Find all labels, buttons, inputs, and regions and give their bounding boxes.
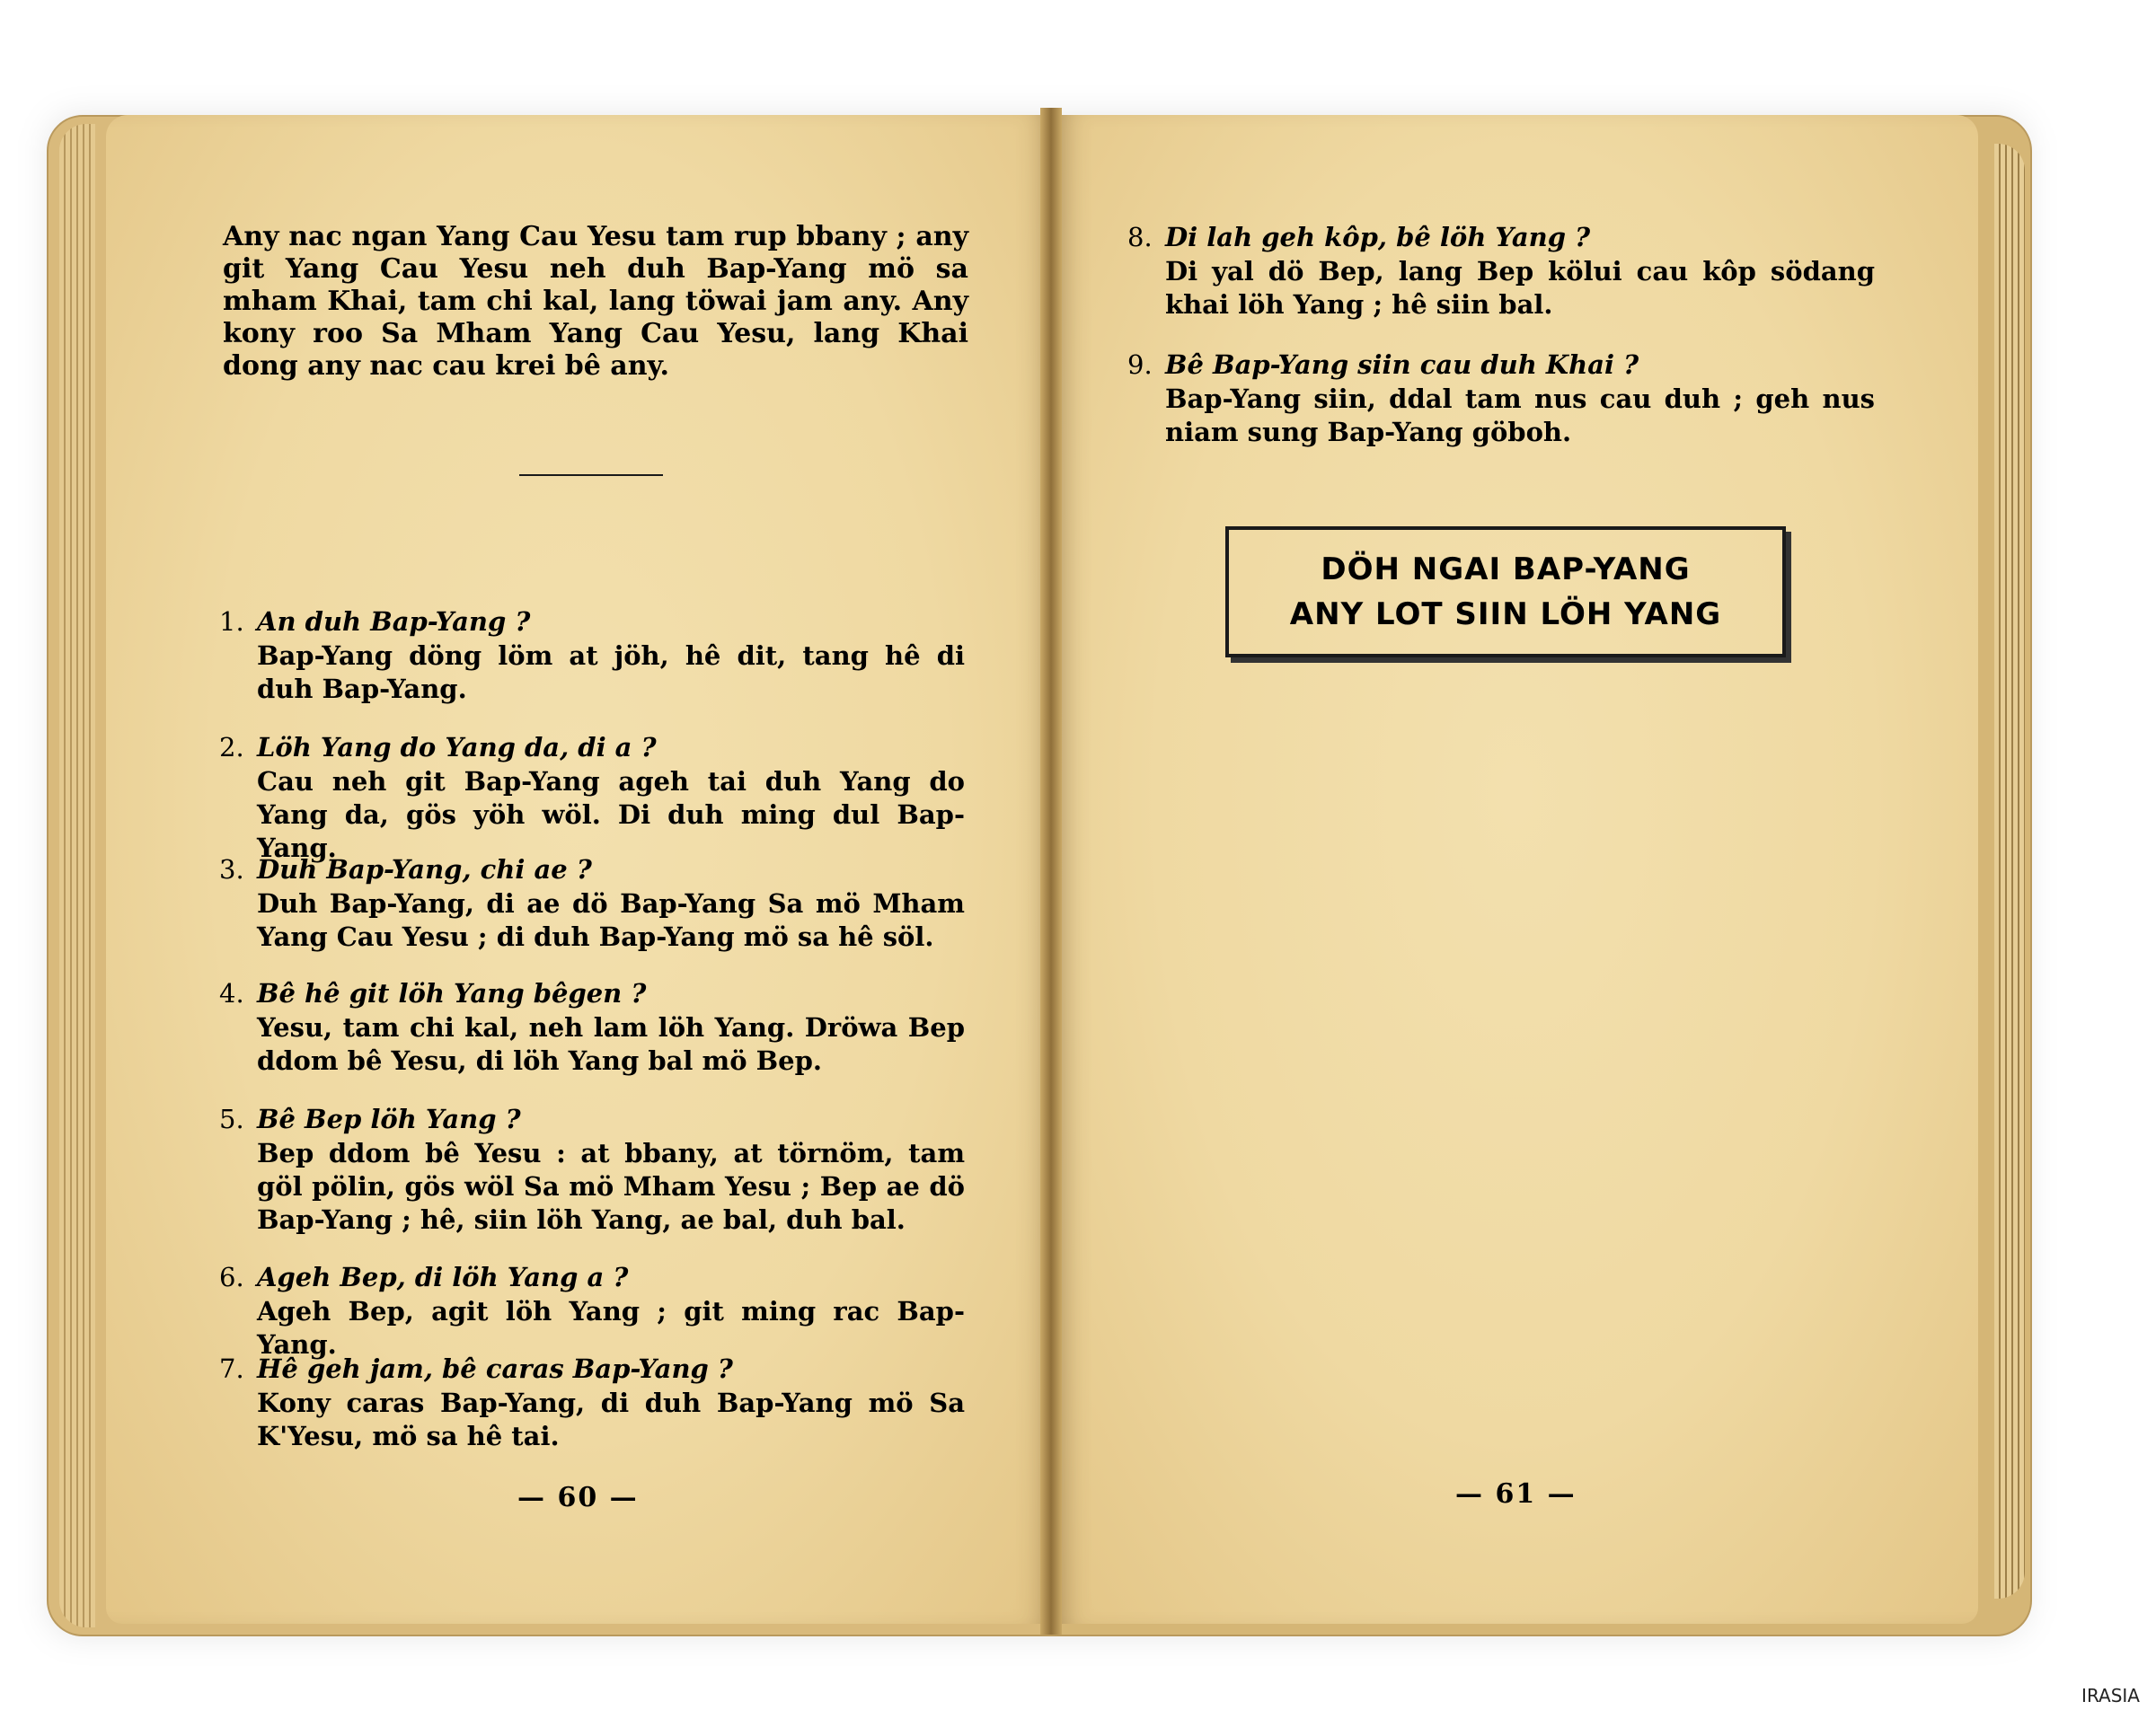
section-heading-line-1: DÖH NGAI BAP-YANG — [1321, 551, 1691, 587]
section-heading-line-2: ANY LOT SIIN LÖH YANG — [1289, 596, 1722, 632]
qa-number: 4. — [219, 978, 244, 1009]
book-gutter — [1040, 108, 1062, 1635]
qa-question: An duh Bap-Yang ? — [257, 606, 531, 637]
qa-number: 6. — [219, 1262, 244, 1292]
qa-question: Duh Bap-Yang, chi ae ? — [257, 854, 592, 885]
qa-question: Di lah geh kôp, bê löh Yang ? — [1165, 222, 1591, 252]
qa-answer: Duh Bap-Yang, di ae dö Bap-Yang Sa mö Mham Yang Cau Yesu ; di duh Bap-Yang mö sa hê söl. — [257, 888, 965, 952]
qa-question: Bê Bep löh Yang ? — [257, 1104, 521, 1134]
qa-item-3 — [219, 851, 965, 954]
qa-item-9 — [1127, 347, 1875, 449]
qa-item-4 — [219, 975, 965, 1078]
qa-question: Ageh Bep, di löh Yang a ? — [257, 1262, 629, 1292]
qa-item-7 — [219, 1351, 965, 1453]
qa-answer: Bap-Yang döng löm at jöh, hê dit, tang hê di duh Bap-Yang. — [257, 640, 965, 704]
page-number-right: — 61 — — [1455, 1478, 1577, 1510]
intro-paragraph: Any nac ngan Yang Cau Yesu tam rup bbany ; any git Yang Cau Yesu neh duh Bap-Yang mö sa mham Khai, tam chi kal, lang töwai jam any. Any kony roo Sa Mham Yang Cau Yesu, lang Khai dong any nac cau krei bê any. — [223, 221, 968, 382]
qa-number: 5. — [219, 1104, 244, 1134]
qa-number: 7. — [219, 1353, 244, 1384]
qa-answer: Cau neh git Bap-Yang ageh tai duh Yang do Yang da, gös yöh wöl. Di duh ming dul Bap-Yang. — [257, 766, 965, 863]
watermark: IRASIA — [2081, 1685, 2140, 1706]
qa-answer: Bep ddom bê Yesu : at bbany, at törnöm, tam göl pölin, gös wöl Sa mö Mham Yesu ; Bep ae dö Bap-Yang ; hê, siin löh Yang, ae bal, duh bal. — [257, 1138, 965, 1235]
qa-answer: Di yal dö Bep, lang Bep kölui cau kôp södang khai löh Yang ; hê siin bal. — [1165, 256, 1875, 320]
qa-question: Löh Yang do Yang da, di a ? — [257, 732, 657, 763]
qa-answer: Kony caras Bap-Yang, di duh Bap-Yang mö Sa K'Yesu, mö sa hê tai. — [257, 1388, 965, 1451]
qa-answer: Bap-Yang siin, ddal tam nus cau duh ; geh nus niam sung Bap-Yang göboh. — [1165, 383, 1875, 447]
qa-question: Bê hê git löh Yang bêgen ? — [257, 978, 647, 1009]
qa-item-1 — [219, 604, 965, 706]
qa-number: 8. — [1127, 222, 1153, 252]
qa-number: 3. — [219, 854, 244, 885]
qa-item-2 — [219, 729, 965, 865]
qa-number: 9. — [1127, 349, 1153, 380]
section-divider — [519, 474, 663, 476]
qa-number: 1. — [219, 606, 244, 637]
qa-question: Bê Bap-Yang siin cau duh Khai ? — [1165, 349, 1639, 380]
qa-item-8 — [1127, 219, 1875, 322]
qa-question: Hê geh jam, bê caras Bap-Yang ? — [257, 1353, 733, 1384]
qa-answer: Ageh Bep, agit löh Yang ; git ming rac Bap-Yang. — [257, 1296, 965, 1360]
qa-number: 2. — [219, 732, 244, 763]
section-heading-box — [1225, 526, 1786, 657]
qa-answer: Yesu, tam chi kal, neh lam löh Yang. Dröwa Bep ddom bê Yesu, di löh Yang bal mö Bep. — [257, 1012, 965, 1076]
qa-item-5 — [219, 1101, 965, 1237]
qa-item-6 — [219, 1259, 965, 1362]
page-number-left: — 60 — — [517, 1482, 639, 1513]
right-page — [1053, 115, 1978, 1624]
